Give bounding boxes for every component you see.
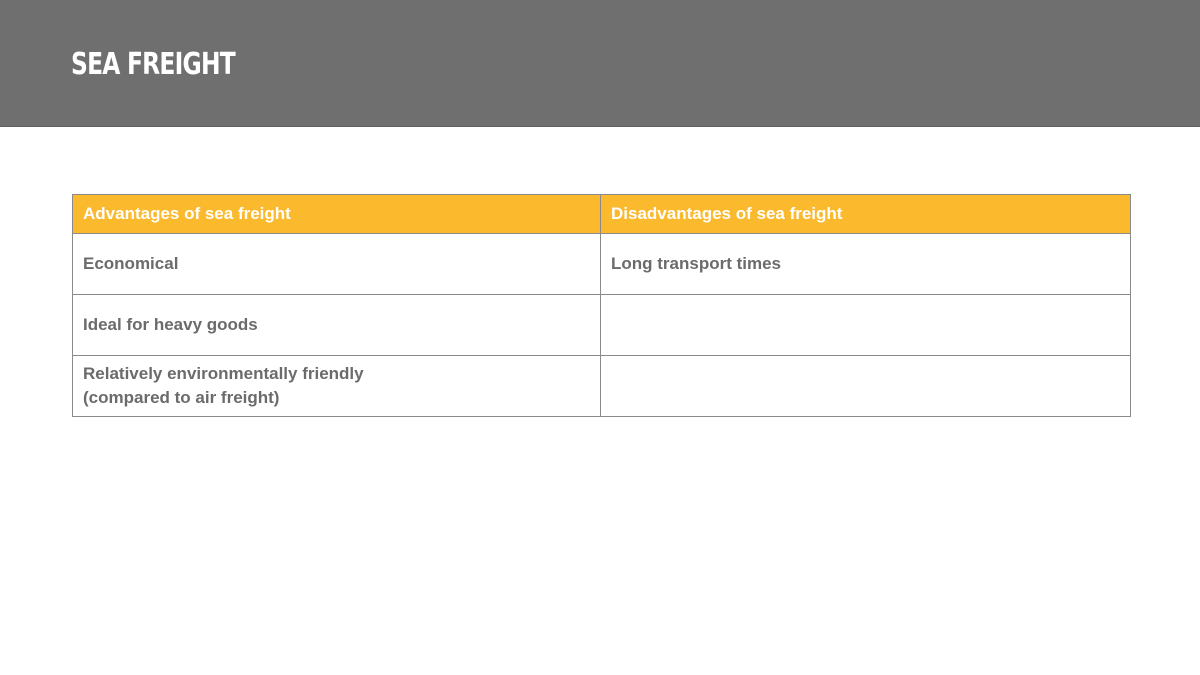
slide-header bbox=[0, 0, 1200, 127]
table-cell bbox=[601, 356, 1131, 417]
comparison-table bbox=[72, 194, 1131, 417]
table-cell: Long transport times bbox=[601, 234, 1131, 295]
column-header-advantages: Advantages of sea freight bbox=[73, 195, 601, 234]
table-cell bbox=[601, 295, 1131, 356]
table-row bbox=[73, 234, 1131, 295]
table-cell: Ideal for heavy goods bbox=[73, 295, 601, 356]
table-row bbox=[73, 295, 1131, 356]
table-cell: Economical bbox=[73, 234, 601, 295]
column-header-disadvantages: Disadvantages of sea freight bbox=[601, 195, 1131, 234]
table-row bbox=[73, 356, 1131, 417]
table-cell: Relatively environmentally friendly (compared to air freight) bbox=[73, 356, 601, 417]
slide-title: SEA FREIGHT bbox=[71, 47, 235, 82]
table-header-row bbox=[73, 195, 1131, 234]
